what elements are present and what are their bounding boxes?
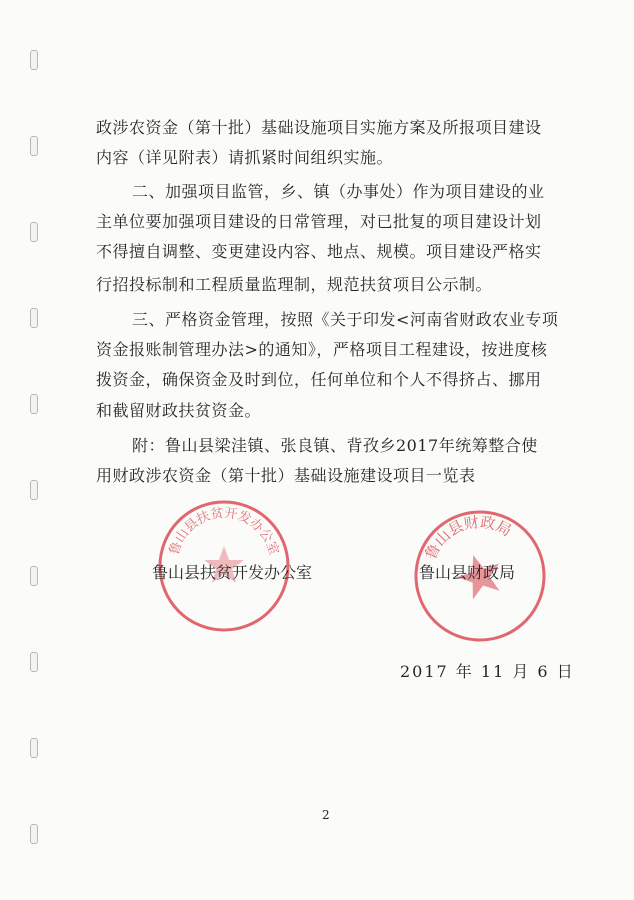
body-line: 内容（详见附表）请抓紧时间组织实施。: [96, 148, 394, 167]
binding-hole: [30, 566, 38, 586]
signature-left: 鲁山县扶贫开发办公室: [152, 563, 313, 582]
right-seal-text: 鲁山县财政局: [421, 513, 515, 563]
binding-hole: [30, 394, 38, 414]
signature-right: 鲁山县财政局: [419, 563, 516, 582]
binding-holes: [26, 0, 46, 900]
attachment-line: 用财政涉农资金（第十批）基础设施建设项目一览表: [96, 466, 476, 485]
body-line: 资金报账制管理办法>的通知》，严格项目工程建设，按进度核: [96, 340, 548, 359]
body-line: 二、加强项目监管，乡、镇（办事处）作为项目建设的业: [132, 182, 545, 201]
issue-date: 2017 年 11 月 6 日: [400, 662, 575, 681]
binding-hole: [30, 222, 38, 242]
attachment-line: 附：鲁山县梁洼镇、张良镇、背孜乡2017年统筹整合使: [132, 436, 538, 455]
left-seal-text: 鲁山县扶贫开发办公室: [166, 506, 282, 557]
page-number: 2: [322, 808, 330, 822]
binding-hole: [30, 652, 38, 672]
binding-hole: [30, 136, 38, 156]
binding-hole: [30, 824, 38, 844]
body-line: 拨资金，确保资金及时到位，任何单位和个人不得挤占、挪用: [96, 370, 542, 389]
binding-hole: [30, 480, 38, 500]
body-line: 政涉农资金（第十批）基础设施项目实施方案及所报项目建设: [96, 118, 542, 137]
binding-hole: [30, 50, 38, 70]
binding-hole: [30, 308, 38, 328]
binding-hole: [30, 738, 38, 758]
body-line: 三、严格资金管理，按照《关于印发<河南省财政农业专项: [132, 310, 559, 329]
body-line: 不得擅自调整、变更建设内容、地点、规模。项目建设严格实: [96, 242, 542, 261]
body-line: 和截留财政扶贫资金。: [96, 401, 262, 420]
body-line: 行招投标制和工程质量监理制，规范扶贫项目公示制。: [96, 275, 493, 294]
body-line: 主单位要加强项目建设的日常管理，对已批复的项目建设计划: [96, 212, 542, 231]
